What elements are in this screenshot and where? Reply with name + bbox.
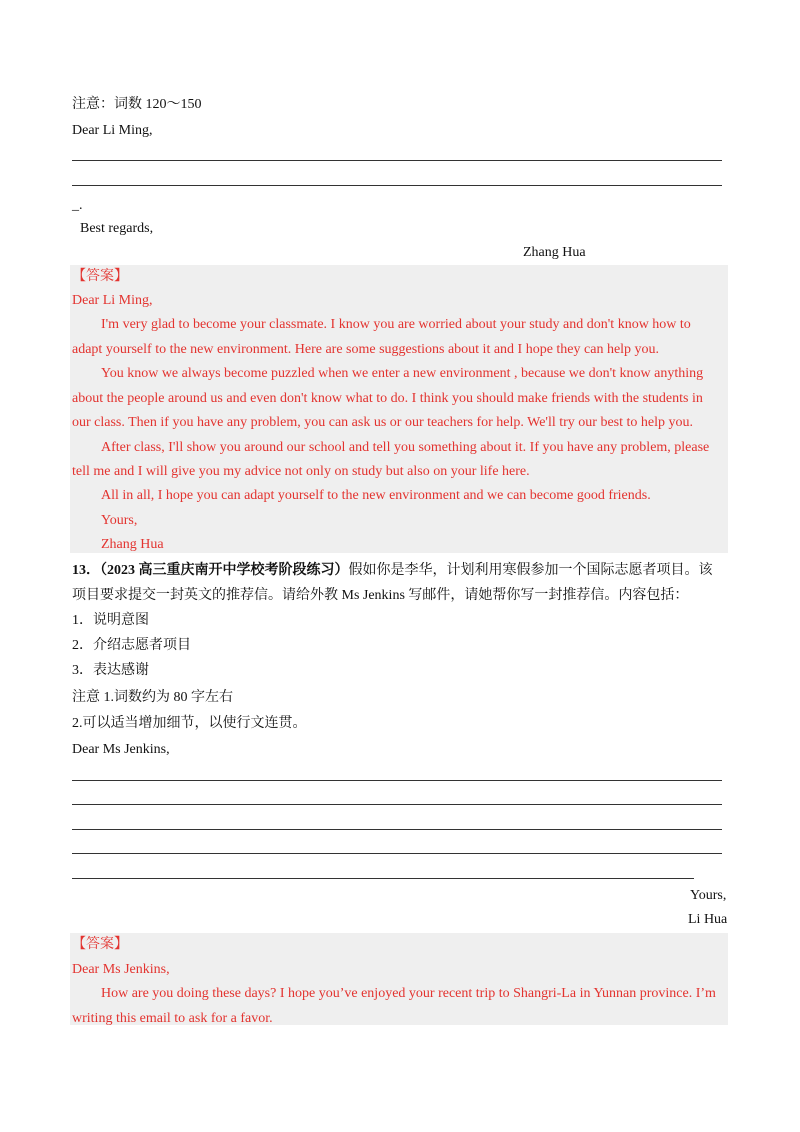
answer-label: 【答案】 bbox=[72, 937, 128, 952]
writing-line bbox=[72, 160, 722, 161]
content-item: 3．表达感谢 bbox=[72, 663, 149, 678]
answer-salutation: Dear Ms Jenkins, bbox=[72, 962, 170, 977]
answer-paragraph-line: adapt yourself to the new environment. Here are some suggestions about it and I hope they can help you. bbox=[72, 342, 660, 357]
answer-block bbox=[70, 265, 728, 553]
letter-closing: Yours, bbox=[690, 888, 727, 903]
answer-closing: Yours, bbox=[101, 513, 138, 528]
writing-line bbox=[72, 804, 722, 805]
content-item: 2．介绍志愿者项目 bbox=[72, 638, 191, 653]
answer-paragraph-line: writing this email to ask for a favor. bbox=[72, 1011, 273, 1026]
writing-line bbox=[72, 853, 722, 854]
answer-paragraph-line: about the people around us and even don't know what to do. I think you should make friends with the students in bbox=[72, 391, 703, 406]
question-13-header bbox=[72, 561, 713, 581]
writing-line bbox=[72, 780, 722, 781]
letter-signature: Zhang Hua bbox=[523, 245, 586, 260]
question-prompt-line: 项目要求提交一封英文的推荐信。请给外教 Ms Jenkins 写邮件，请她帮你写一封推荐信。内容包括： bbox=[72, 588, 689, 603]
writing-line bbox=[72, 829, 722, 830]
question-note: 2.可以适当增加细节，以使行文连贯。 bbox=[72, 716, 307, 731]
answer-salutation: Dear Li Ming, bbox=[72, 293, 153, 308]
letter-signature: Li Hua bbox=[688, 912, 728, 927]
question-note: 注意 1.词数约为 80 字左右 bbox=[72, 690, 233, 705]
letter-closing: Best regards, bbox=[80, 221, 154, 236]
answer-paragraph-line: I'm very glad to become your classmate. I know you are worried about your study and don't know how to bbox=[101, 317, 691, 332]
question-source: （2023 高三重庆南开中学校考阶段练习） bbox=[100, 563, 349, 578]
question-prompt: 假如你是李华，计划利用寒假参加一个国际志愿者项目。该 bbox=[348, 563, 713, 578]
answer-paragraph-line: tell me and I will give you my advice not only on study but also on your life here. bbox=[72, 464, 530, 479]
writing-line bbox=[72, 878, 694, 879]
question-number: 13． bbox=[72, 563, 100, 578]
answer-paragraph-line: After class, I'll show you around our school and tell you something about it. If you have any problem, please bbox=[101, 440, 710, 455]
answer-paragraph-line: You know we always become puzzled when we enter a new environment , because we don't know anything bbox=[101, 366, 704, 381]
letter-salutation: Dear Li Ming, bbox=[72, 123, 153, 138]
line-end-mark: _. bbox=[72, 198, 83, 213]
content-item: 1．说明意图 bbox=[72, 613, 149, 628]
writing-line bbox=[72, 185, 722, 186]
answer-paragraph-line: How are you doing these days? I hope you’ve enjoyed your recent trip to Shangri-La in Yunnan province. I’m bbox=[101, 986, 716, 1001]
answer-signature: Zhang Hua bbox=[101, 537, 164, 552]
answer-paragraph-line: our class. Then if you have any problem, you can ask us or our teachers for help. We'll try our best to help you. bbox=[72, 415, 693, 430]
answer-label: 【答案】 bbox=[72, 269, 128, 284]
letter-salutation: Dear Ms Jenkins, bbox=[72, 742, 170, 757]
answer-paragraph-line: All in all, I hope you can adapt yourself to the new environment and we can become good friends. bbox=[101, 488, 651, 503]
word-count-note: 注意：词数 120～150 bbox=[72, 97, 202, 112]
